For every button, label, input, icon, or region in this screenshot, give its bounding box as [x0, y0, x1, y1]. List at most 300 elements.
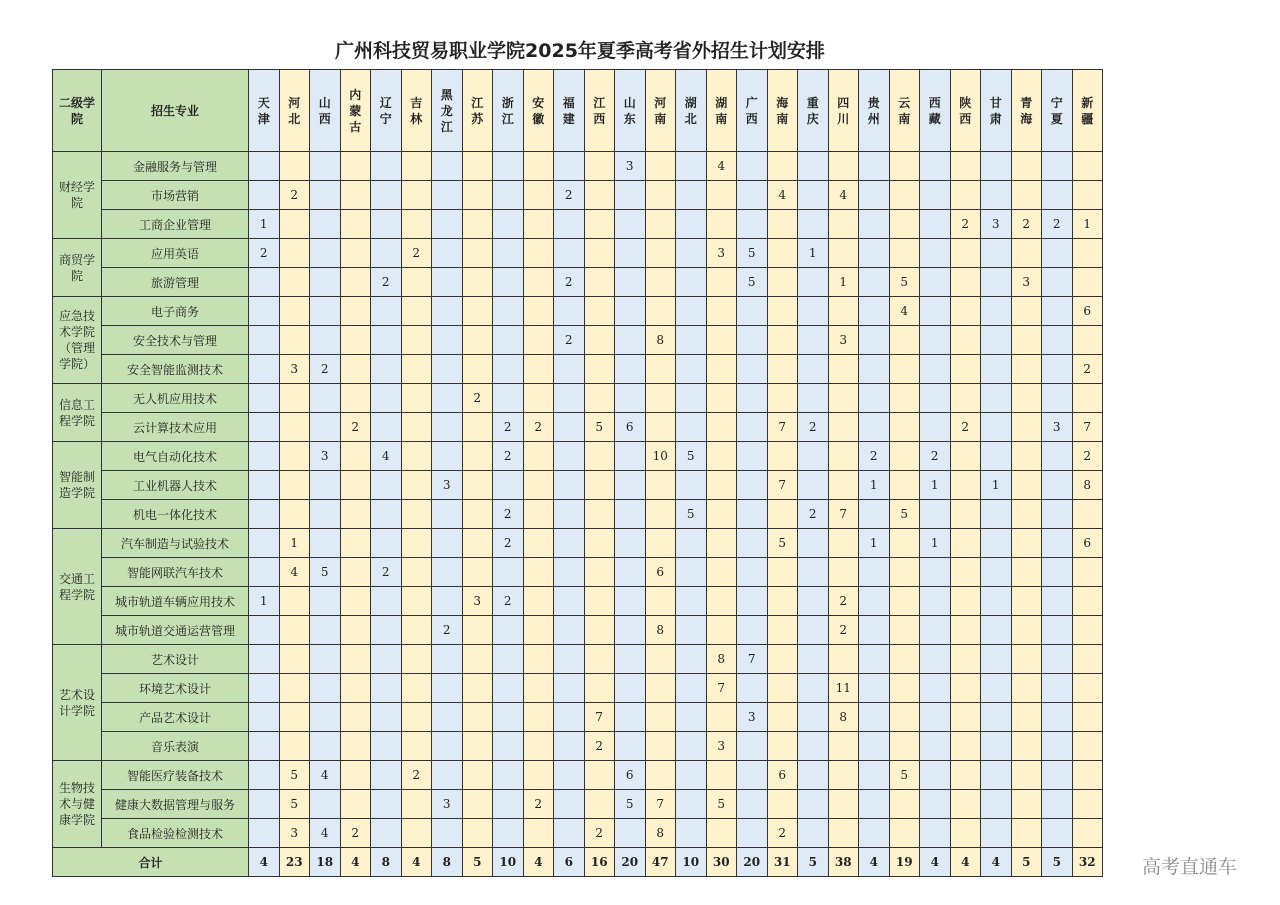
quota-cell — [767, 297, 798, 326]
quota-cell — [249, 384, 280, 413]
quota-cell — [920, 152, 951, 181]
quota-cell — [249, 558, 280, 587]
table-row — [53, 442, 1103, 471]
quota-cell — [889, 326, 920, 355]
quota-cell — [920, 181, 951, 210]
quota-cell — [828, 413, 859, 442]
quota-cell — [737, 819, 768, 848]
header-province: 湖南 — [706, 70, 737, 152]
quota-cell — [249, 413, 280, 442]
quota-cell — [279, 297, 310, 326]
quota-cell: 2 — [279, 181, 310, 210]
quota-cell — [645, 297, 676, 326]
header-province: 天津 — [249, 70, 280, 152]
quota-cell — [310, 471, 341, 500]
quota-cell: 5 — [889, 268, 920, 297]
quota-cell — [950, 558, 981, 587]
quota-cell: 2 — [249, 239, 280, 268]
total-cell: 10 — [676, 848, 707, 877]
quota-cell — [767, 674, 798, 703]
total-cell: 4 — [981, 848, 1012, 877]
quota-cell — [371, 529, 402, 558]
quota-cell — [1011, 297, 1042, 326]
quota-cell — [798, 645, 829, 674]
quota-cell — [432, 181, 463, 210]
quota-cell — [706, 297, 737, 326]
quota-cell — [950, 761, 981, 790]
quota-cell — [1011, 181, 1042, 210]
header-province: 青海 — [1011, 70, 1042, 152]
quota-cell — [371, 674, 402, 703]
quota-cell — [462, 471, 493, 500]
quota-cell — [676, 616, 707, 645]
quota-cell — [371, 326, 402, 355]
quota-cell — [737, 326, 768, 355]
quota-cell — [798, 181, 829, 210]
quota-cell — [1042, 819, 1073, 848]
quota-cell — [279, 645, 310, 674]
quota-cell — [767, 500, 798, 529]
quota-cell — [737, 297, 768, 326]
quota-cell — [432, 558, 463, 587]
quota-cell — [279, 384, 310, 413]
quota-cell — [981, 645, 1012, 674]
quota-cell — [462, 645, 493, 674]
major-name: 城市轨道交通运营管理 — [102, 616, 249, 645]
quota-cell — [981, 616, 1012, 645]
quota-cell — [1072, 616, 1103, 645]
quota-cell — [1072, 732, 1103, 761]
quota-cell — [1072, 326, 1103, 355]
quota-cell — [767, 558, 798, 587]
quota-cell — [554, 674, 585, 703]
quota-cell — [1042, 239, 1073, 268]
quota-cell — [1011, 355, 1042, 384]
quota-cell — [798, 355, 829, 384]
quota-cell: 7 — [737, 645, 768, 674]
quota-cell — [706, 587, 737, 616]
quota-cell — [432, 587, 463, 616]
quota-cell: 2 — [554, 326, 585, 355]
quota-cell — [462, 297, 493, 326]
quota-cell — [981, 819, 1012, 848]
quota-cell — [1042, 442, 1073, 471]
quota-cell — [615, 384, 646, 413]
quota-cell — [981, 761, 1012, 790]
quota-cell — [584, 587, 615, 616]
quota-cell — [401, 819, 432, 848]
quota-cell — [920, 297, 951, 326]
quota-cell — [432, 326, 463, 355]
quota-cell — [1011, 790, 1042, 819]
quota-cell — [1072, 239, 1103, 268]
quota-cell — [1011, 819, 1042, 848]
total-cell: 4 — [249, 848, 280, 877]
quota-cell — [584, 210, 615, 239]
quota-cell — [523, 761, 554, 790]
quota-cell: 2 — [554, 268, 585, 297]
quota-cell — [645, 761, 676, 790]
header-province: 西藏 — [920, 70, 951, 152]
quota-cell: 2 — [523, 790, 554, 819]
quota-cell — [523, 152, 554, 181]
quota-cell — [737, 413, 768, 442]
quota-cell — [249, 152, 280, 181]
quota-cell — [645, 181, 676, 210]
quota-cell — [889, 790, 920, 819]
quota-cell — [493, 355, 524, 384]
quota-cell: 2 — [493, 529, 524, 558]
header-major: 招生专业 — [102, 70, 249, 152]
quota-cell — [737, 355, 768, 384]
quota-cell — [340, 210, 371, 239]
quota-cell — [1042, 587, 1073, 616]
quota-cell — [828, 790, 859, 819]
quota-cell — [401, 471, 432, 500]
quota-cell — [737, 384, 768, 413]
table-row — [53, 413, 1103, 442]
major-name: 健康大数据管理与服务 — [102, 790, 249, 819]
quota-cell — [493, 703, 524, 732]
quota-cell — [950, 732, 981, 761]
quota-cell — [676, 413, 707, 442]
quota-cell: 6 — [1072, 297, 1103, 326]
quota-cell — [310, 152, 341, 181]
quota-cell — [523, 268, 554, 297]
quota-cell — [950, 355, 981, 384]
quota-cell — [615, 355, 646, 384]
watermark-text: 高考直通车 — [1142, 856, 1238, 878]
quota-cell — [828, 152, 859, 181]
quota-cell — [706, 181, 737, 210]
quota-cell — [340, 645, 371, 674]
quota-cell — [249, 819, 280, 848]
quota-cell — [554, 703, 585, 732]
quota-cell — [401, 790, 432, 819]
quota-cell — [523, 500, 554, 529]
quota-cell — [462, 529, 493, 558]
quota-cell — [676, 558, 707, 587]
quota-cell — [371, 210, 402, 239]
quota-cell — [584, 268, 615, 297]
quota-cell — [920, 210, 951, 239]
quota-cell — [462, 326, 493, 355]
quota-cell — [859, 500, 890, 529]
quota-cell: 2 — [1072, 355, 1103, 384]
quota-cell — [432, 239, 463, 268]
quota-cell — [1042, 268, 1073, 297]
quota-cell — [859, 413, 890, 442]
quota-cell — [645, 210, 676, 239]
quota-cell — [462, 181, 493, 210]
quota-cell: 4 — [371, 442, 402, 471]
quota-cell — [706, 210, 737, 239]
quota-cell — [767, 326, 798, 355]
header-province: 宁夏 — [1042, 70, 1073, 152]
quota-cell — [981, 268, 1012, 297]
quota-cell — [493, 790, 524, 819]
quota-cell — [279, 268, 310, 297]
quota-cell: 2 — [401, 239, 432, 268]
quota-cell — [950, 181, 981, 210]
quota-cell — [1042, 326, 1073, 355]
quota-cell — [1042, 529, 1073, 558]
quota-cell — [859, 703, 890, 732]
major-name: 智能网联汽车技术 — [102, 558, 249, 587]
total-cell: 10 — [493, 848, 524, 877]
quota-cell — [371, 703, 402, 732]
quota-cell — [615, 819, 646, 848]
header-province: 河北 — [279, 70, 310, 152]
quota-cell — [920, 732, 951, 761]
quota-cell — [920, 819, 951, 848]
quota-cell — [828, 442, 859, 471]
quota-cell — [920, 790, 951, 819]
quota-cell — [249, 471, 280, 500]
quota-cell — [767, 645, 798, 674]
quota-cell: 8 — [828, 703, 859, 732]
quota-cell — [249, 703, 280, 732]
quota-cell — [554, 152, 585, 181]
quota-cell — [310, 645, 341, 674]
quota-cell — [828, 210, 859, 239]
quota-cell — [493, 732, 524, 761]
header-province: 山西 — [310, 70, 341, 152]
quota-cell — [340, 558, 371, 587]
quota-cell — [523, 616, 554, 645]
quota-cell — [554, 645, 585, 674]
quota-cell — [798, 674, 829, 703]
quota-cell: 6 — [615, 761, 646, 790]
table-row — [53, 616, 1103, 645]
quota-cell — [706, 761, 737, 790]
college-name: 生物技术与健康学院 — [53, 761, 102, 848]
header-province: 福建 — [554, 70, 585, 152]
quota-cell — [615, 732, 646, 761]
header-province: 安徽 — [523, 70, 554, 152]
quota-cell — [401, 355, 432, 384]
quota-cell — [401, 616, 432, 645]
quota-cell — [859, 384, 890, 413]
quota-cell — [249, 181, 280, 210]
quota-cell — [798, 442, 829, 471]
quota-cell — [493, 761, 524, 790]
quota-cell — [554, 297, 585, 326]
quota-cell — [340, 616, 371, 645]
quota-cell — [401, 268, 432, 297]
quota-cell — [462, 355, 493, 384]
quota-cell — [859, 210, 890, 239]
quota-cell — [523, 355, 554, 384]
quota-cell — [432, 703, 463, 732]
quota-cell — [737, 181, 768, 210]
header-row — [53, 70, 1103, 152]
quota-cell — [645, 355, 676, 384]
quota-cell — [889, 152, 920, 181]
quota-cell — [462, 616, 493, 645]
quota-cell — [706, 558, 737, 587]
quota-cell — [645, 384, 676, 413]
quota-cell — [889, 587, 920, 616]
table-row — [53, 558, 1103, 587]
total-cell: 5 — [1011, 848, 1042, 877]
quota-cell — [1072, 703, 1103, 732]
quota-cell: 5 — [889, 500, 920, 529]
quota-cell — [859, 790, 890, 819]
quota-cell: 2 — [432, 616, 463, 645]
quota-cell — [981, 587, 1012, 616]
quota-cell — [859, 761, 890, 790]
quota-cell — [859, 819, 890, 848]
quota-cell — [310, 210, 341, 239]
quota-cell — [920, 355, 951, 384]
quota-cell — [432, 384, 463, 413]
quota-cell — [584, 181, 615, 210]
quota-cell — [584, 297, 615, 326]
quota-cell — [249, 645, 280, 674]
header-province: 山东 — [615, 70, 646, 152]
major-name: 环境艺术设计 — [102, 674, 249, 703]
quota-cell: 5 — [615, 790, 646, 819]
quota-cell — [950, 645, 981, 674]
quota-cell — [523, 674, 554, 703]
quota-cell — [279, 442, 310, 471]
quota-cell — [828, 645, 859, 674]
quota-cell — [371, 471, 402, 500]
quota-cell — [737, 732, 768, 761]
quota-cell — [859, 732, 890, 761]
quota-cell — [1042, 152, 1073, 181]
quota-cell — [676, 181, 707, 210]
quota-cell — [615, 471, 646, 500]
quota-cell — [340, 239, 371, 268]
quota-cell — [340, 442, 371, 471]
total-cell: 8 — [371, 848, 402, 877]
quota-cell — [737, 790, 768, 819]
quota-cell — [340, 587, 371, 616]
quota-cell — [279, 616, 310, 645]
quota-cell — [1011, 761, 1042, 790]
quota-cell — [462, 761, 493, 790]
quota-cell — [828, 471, 859, 500]
quota-cell — [523, 442, 554, 471]
quota-cell — [981, 355, 1012, 384]
quota-cell — [828, 761, 859, 790]
quota-cell — [432, 732, 463, 761]
quota-cell: 2 — [340, 413, 371, 442]
total-cell: 5 — [1042, 848, 1073, 877]
total-cell: 47 — [645, 848, 676, 877]
quota-cell — [1011, 616, 1042, 645]
quota-cell — [1072, 384, 1103, 413]
quota-cell — [889, 732, 920, 761]
quota-cell — [432, 152, 463, 181]
quota-cell — [371, 732, 402, 761]
quota-cell — [279, 239, 310, 268]
quota-cell — [523, 529, 554, 558]
quota-cell — [1072, 558, 1103, 587]
quota-cell — [828, 558, 859, 587]
enrollment-plan-table — [52, 69, 1103, 877]
quota-cell — [920, 384, 951, 413]
quota-cell — [676, 297, 707, 326]
quota-cell — [371, 819, 402, 848]
quota-cell — [340, 181, 371, 210]
quota-cell — [249, 674, 280, 703]
quota-cell: 2 — [401, 761, 432, 790]
total-cell: 4 — [340, 848, 371, 877]
quota-cell — [676, 790, 707, 819]
table-row — [53, 268, 1103, 297]
quota-cell — [1042, 384, 1073, 413]
table-row — [53, 326, 1103, 355]
quota-cell — [310, 413, 341, 442]
quota-cell — [462, 210, 493, 239]
quota-cell — [920, 268, 951, 297]
quota-cell — [279, 674, 310, 703]
quota-cell — [554, 239, 585, 268]
quota-cell — [584, 500, 615, 529]
quota-cell — [920, 703, 951, 732]
quota-cell — [523, 558, 554, 587]
quota-cell — [584, 471, 615, 500]
quota-cell: 3 — [279, 819, 310, 848]
quota-cell — [981, 674, 1012, 703]
quota-cell — [615, 500, 646, 529]
quota-cell — [828, 732, 859, 761]
quota-cell — [798, 790, 829, 819]
table-row — [53, 790, 1103, 819]
quota-cell — [859, 558, 890, 587]
major-name: 电子商务 — [102, 297, 249, 326]
quota-cell — [584, 645, 615, 674]
quota-cell: 2 — [310, 355, 341, 384]
quota-cell — [1072, 500, 1103, 529]
quota-cell — [645, 500, 676, 529]
quota-cell — [737, 587, 768, 616]
quota-cell — [981, 413, 1012, 442]
quota-cell: 3 — [706, 732, 737, 761]
quota-cell: 1 — [920, 471, 951, 500]
quota-cell — [859, 152, 890, 181]
quota-cell: 2 — [371, 558, 402, 587]
quota-cell: 3 — [279, 355, 310, 384]
header-province: 重庆 — [798, 70, 829, 152]
quota-cell — [310, 732, 341, 761]
table-row — [53, 761, 1103, 790]
quota-cell — [981, 529, 1012, 558]
header-province: 海南 — [767, 70, 798, 152]
quota-cell — [1011, 529, 1042, 558]
quota-cell — [340, 297, 371, 326]
major-name: 音乐表演 — [102, 732, 249, 761]
quota-cell — [493, 616, 524, 645]
quota-cell — [371, 645, 402, 674]
quota-cell — [310, 703, 341, 732]
header-province: 陕西 — [950, 70, 981, 152]
quota-cell — [462, 790, 493, 819]
quota-cell — [889, 210, 920, 239]
quota-cell — [554, 442, 585, 471]
quota-cell: 7 — [584, 703, 615, 732]
quota-cell — [676, 471, 707, 500]
quota-cell: 1 — [1072, 210, 1103, 239]
college-name: 信息工程学院 — [53, 384, 102, 442]
quota-cell — [981, 326, 1012, 355]
quota-cell — [1011, 471, 1042, 500]
quota-cell — [615, 703, 646, 732]
quota-cell: 2 — [828, 587, 859, 616]
